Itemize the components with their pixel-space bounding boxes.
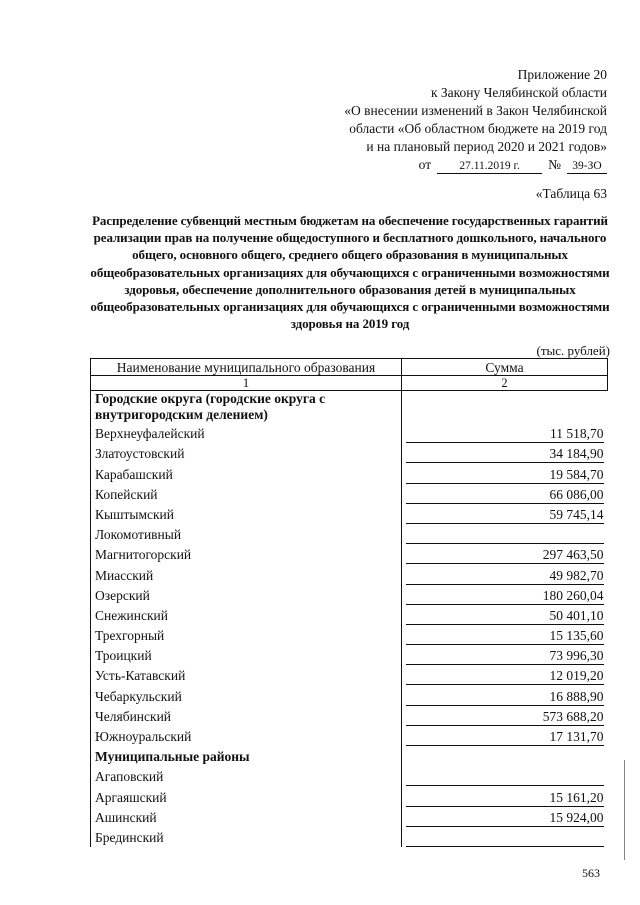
page-number: 563 <box>582 866 600 880</box>
municipality-name: Златоустовский <box>91 443 402 463</box>
subvention-amount: 49 982,70 <box>406 568 604 585</box>
table-row <box>91 423 608 443</box>
table-row <box>91 685 608 705</box>
table-row <box>91 524 608 544</box>
municipality-name: Кыштымский <box>91 504 402 524</box>
units-label: (тыс. рублей) <box>536 343 610 358</box>
subvention-amount: 15 135,60 <box>406 628 604 645</box>
table-row <box>91 484 608 504</box>
subvention-table <box>90 358 608 847</box>
subvention-amount: 50 401,10 <box>406 608 604 625</box>
from-label: от <box>418 157 432 172</box>
municipality-name: Аргаяшский <box>91 786 402 806</box>
table-row <box>91 706 608 726</box>
municipality-name: Трехгорный <box>91 625 402 645</box>
table-row <box>91 463 608 483</box>
table-row <box>91 665 608 685</box>
table-header-row <box>91 359 608 376</box>
number-label: № <box>548 157 561 172</box>
table-row <box>91 605 608 625</box>
col-sum-header: Сумма <box>402 359 608 376</box>
subvention-amount <box>406 830 604 847</box>
document-title: Распределение субвенций местным бюджетам на обеспечение государственных гарантий реализации прав на получение общедоступного и бесплатного дошкольного, начального общего, основного общего, среднего общего образования в муниципальных общеобразовательных организациях для обучающихся с ограниченными возможностями здоровья, обеспечение дополнительного образования детей в муниципальных общеобразовательных организациях для обучающихся с ограниченными возможностями здоровья на 2019 год <box>90 213 610 332</box>
subvention-amount: 573 688,20 <box>406 709 604 726</box>
subvention-amount <box>406 769 604 786</box>
table-row <box>91 625 608 645</box>
subvention-amount: 66 086,00 <box>406 487 604 504</box>
subvention-amount: 297 463,50 <box>406 547 604 564</box>
table-row <box>91 504 608 524</box>
municipality-name: Миасский <box>91 564 402 584</box>
subvention-amount: 19 584,70 <box>406 467 604 484</box>
table-label: «Таблица 63 <box>535 186 607 201</box>
table-row <box>91 443 608 463</box>
municipality-name: Брединский <box>91 827 402 847</box>
municipality-name: Снежинский <box>91 605 402 625</box>
municipality-name: Магнитогорский <box>91 544 402 564</box>
appendix-line-1: Приложение 20 <box>517 67 607 82</box>
municipality-name: Усть-Катавский <box>91 665 402 685</box>
appendix-line-4: области «Об областном бюджете на 2019 год <box>349 121 607 136</box>
municipality-name: Верхнеуфалейский <box>91 423 402 443</box>
municipality-name: Муниципальные районы <box>91 746 402 766</box>
subvention-amount: 11 518,70 <box>406 426 604 443</box>
subvention-amount: 17 131,70 <box>406 729 604 746</box>
col-2-number: 2 <box>402 376 608 391</box>
scan-artifact-line <box>624 760 625 860</box>
table-row <box>91 827 608 847</box>
subvention-amount: 15 161,20 <box>406 790 604 807</box>
municipality-name: Ашинский <box>91 807 402 827</box>
subvention-amount: 16 888,90 <box>406 689 604 706</box>
table-row <box>91 726 608 746</box>
municipality-name: Троицкий <box>91 645 402 665</box>
group-heading-urban: Городские округа (городские округа с внутригородским делением) <box>91 391 402 424</box>
table-row <box>91 585 608 605</box>
municipality-name: Озерский <box>91 585 402 605</box>
appendix-line-5: и на плановый период 2020 и 2021 годов» <box>366 139 607 154</box>
subvention-amount <box>406 527 604 544</box>
municipality-name: Копейский <box>91 484 402 504</box>
law-number: 39-ЗО <box>567 159 607 174</box>
law-date: 27.11.2019 г. <box>437 159 542 174</box>
col-1-number: 1 <box>91 376 402 391</box>
group-row <box>91 391 608 424</box>
subvention-amount: 12 019,20 <box>406 668 604 685</box>
appendix-line-3: «О внесении изменений в Закон Челябинской <box>344 103 607 118</box>
municipality-name: Локомотивный <box>91 524 402 544</box>
subvention-amount: 59 745,14 <box>406 507 604 524</box>
table-row <box>91 786 608 806</box>
table-row <box>91 564 608 584</box>
col-name-header: Наименование муниципального образования <box>91 359 402 376</box>
subvention-amount: 34 184,90 <box>406 446 604 463</box>
appendix-header <box>277 66 607 174</box>
table-row <box>91 544 608 564</box>
table-row <box>91 766 608 786</box>
law-date-number <box>277 156 607 174</box>
municipality-name: Чебаркульский <box>91 685 402 705</box>
municipality-name: Карабашский <box>91 463 402 483</box>
municipality-name: Челябинский <box>91 706 402 726</box>
municipality-name: Южноуральский <box>91 726 402 746</box>
subvention-amount: 15 924,00 <box>406 810 604 827</box>
subvention-amount: 180 260,04 <box>406 588 604 605</box>
appendix-line-2: к Закону Челябинской области <box>430 85 607 100</box>
municipality-name: Агаповский <box>91 766 402 786</box>
table-row <box>91 645 608 665</box>
column-number-row <box>91 376 608 391</box>
subvention-amount: 73 996,30 <box>406 648 604 665</box>
table-row <box>91 807 608 827</box>
table-row <box>91 746 608 766</box>
